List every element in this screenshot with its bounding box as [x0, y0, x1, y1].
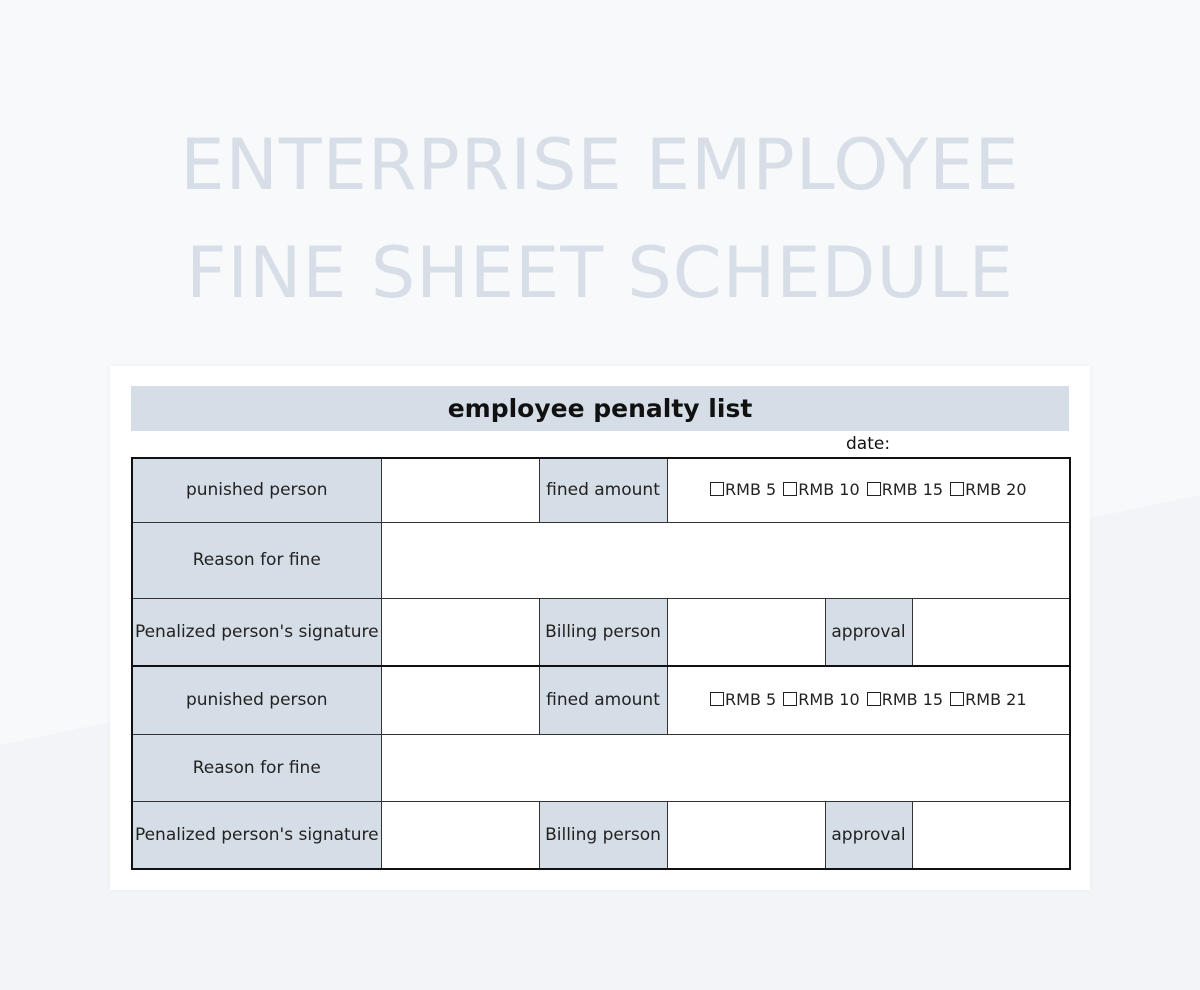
amount-option-label: RMB 5	[725, 690, 777, 710]
signature-label: Penalized person's signature	[132, 801, 381, 869]
checkbox-icon[interactable]	[783, 692, 797, 706]
date-label: date:	[846, 434, 891, 454]
punished-person-field[interactable]	[381, 458, 539, 522]
amount-option[interactable]	[783, 480, 859, 499]
billing-person-label: Billing person	[539, 598, 667, 666]
billing-person-label: Billing person	[539, 801, 667, 869]
checkbox-icon[interactable]	[783, 482, 797, 496]
sheet-header: employee penalty list	[131, 386, 1069, 431]
table-row	[132, 522, 1070, 598]
amount-option-label: RMB 20	[965, 480, 1027, 500]
penalty-table	[131, 457, 1071, 870]
amount-option[interactable]	[710, 690, 776, 709]
penalty-sheet-card	[110, 366, 1090, 890]
table-row	[132, 598, 1070, 666]
checkbox-icon[interactable]	[867, 482, 881, 496]
fined-amount-label: fined amount	[539, 666, 667, 734]
amount-option-label: RMB 10	[798, 480, 860, 500]
checkbox-icon[interactable]	[710, 482, 724, 496]
approval-field[interactable]	[912, 801, 1070, 869]
amount-option[interactable]	[867, 690, 943, 709]
amount-option[interactable]	[710, 480, 776, 499]
approval-label: approval	[825, 801, 912, 869]
reason-field[interactable]	[381, 734, 1070, 801]
fined-amount-label: fined amount	[539, 458, 667, 522]
fined-amount-options	[667, 458, 1070, 522]
signature-label: Penalized person's signature	[132, 598, 381, 666]
checkbox-icon[interactable]	[710, 692, 724, 706]
amount-option-label: RMB 15	[881, 690, 944, 710]
amount-option-label: RMB 10	[798, 690, 860, 710]
signature-field[interactable]	[381, 801, 539, 869]
amount-option[interactable]	[867, 480, 943, 499]
reason-field[interactable]	[381, 522, 1070, 598]
billing-person-field[interactable]	[667, 801, 825, 869]
approval-label: approval	[825, 598, 912, 666]
amount-option[interactable]	[950, 480, 1026, 499]
amount-option-label: RMB 21	[965, 690, 1027, 710]
amount-option-label: RMB 15	[881, 480, 944, 500]
billing-person-field[interactable]	[667, 598, 825, 666]
reason-label: Reason for fine	[132, 734, 381, 801]
page-title-line-2: FINE SHEET SCHEDULE	[186, 232, 1014, 314]
table-row	[132, 734, 1070, 801]
checkbox-icon[interactable]	[950, 482, 964, 496]
amount-option[interactable]	[950, 690, 1026, 709]
amount-option[interactable]	[783, 690, 859, 709]
punished-person-label: punished person	[132, 666, 381, 734]
table-row	[132, 801, 1070, 869]
amount-option-label: RMB 5	[725, 480, 777, 500]
signature-field[interactable]	[381, 598, 539, 666]
fined-amount-options	[667, 666, 1070, 734]
checkbox-icon[interactable]	[950, 692, 964, 706]
table-row	[132, 666, 1070, 734]
punished-person-label: punished person	[132, 458, 381, 522]
checkbox-icon[interactable]	[867, 692, 881, 706]
page-title-line-1: ENTERPRISE EMPLOYEE	[180, 124, 1020, 206]
punished-person-field[interactable]	[381, 666, 539, 734]
table-row	[132, 458, 1070, 522]
reason-label: Reason for fine	[132, 522, 381, 598]
approval-field[interactable]	[912, 598, 1070, 666]
